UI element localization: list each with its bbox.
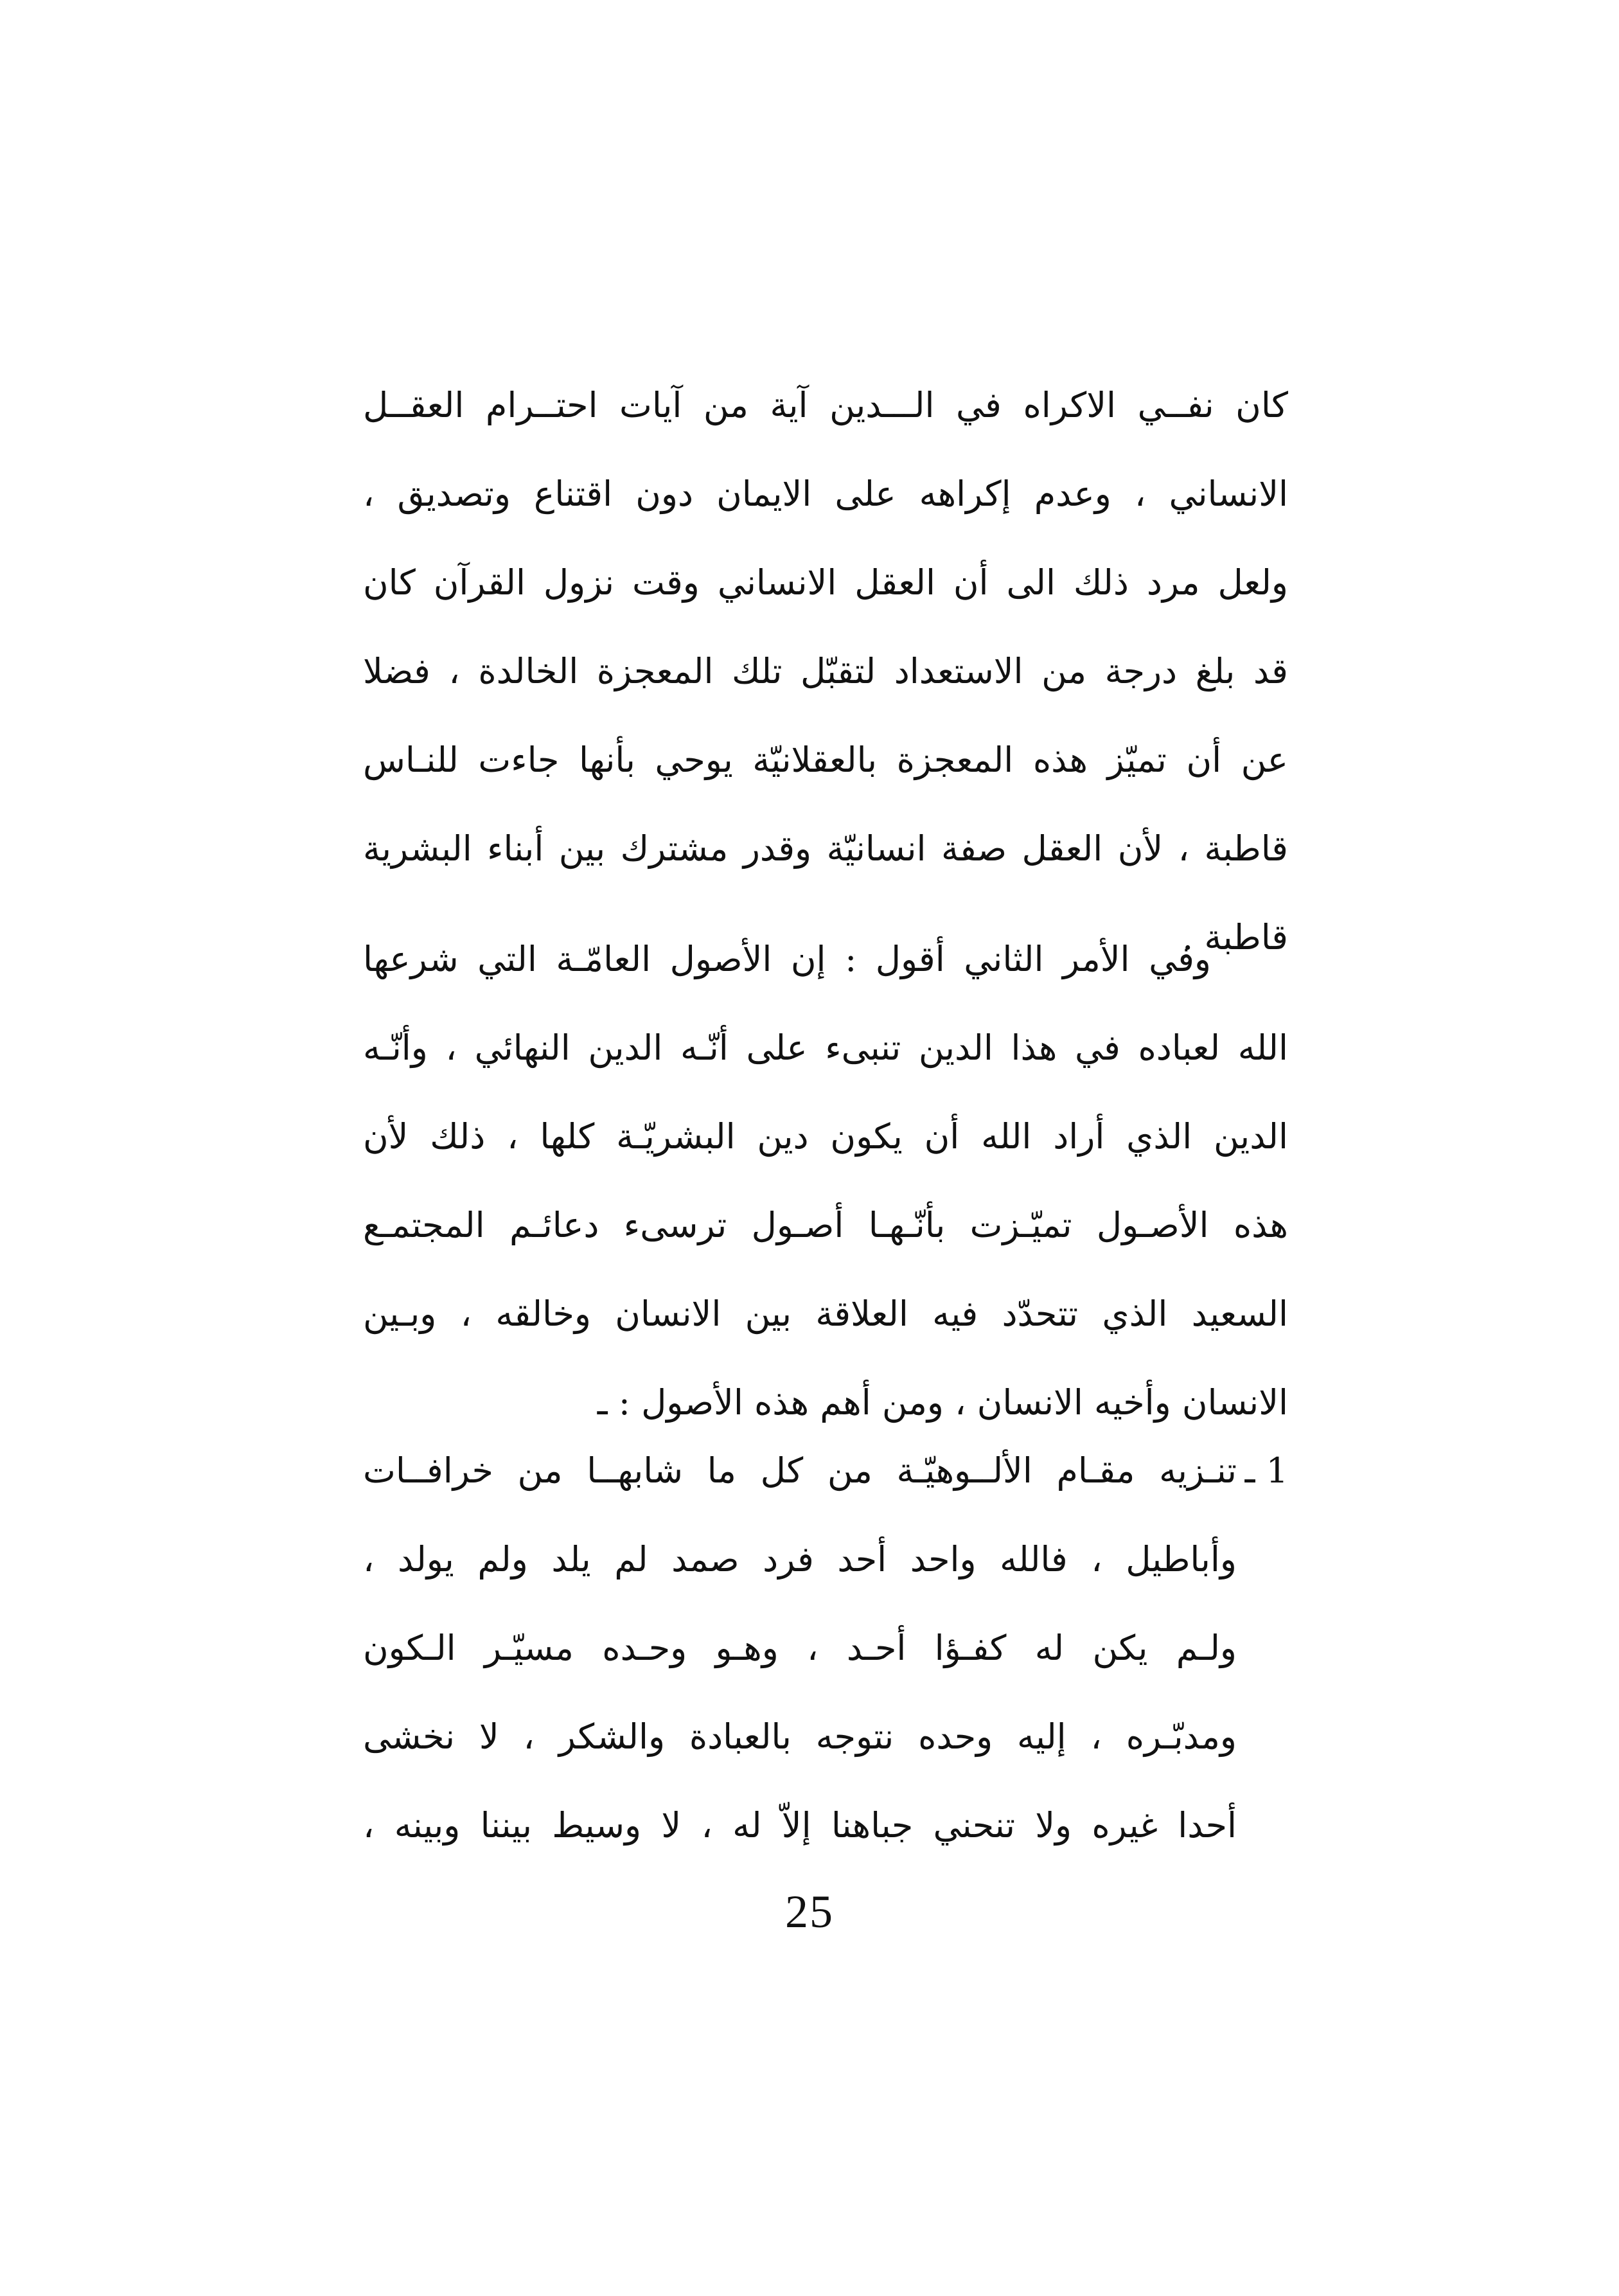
list-item-text: [363, 1427, 1237, 1870]
list-number: 1 ـ: [1244, 1450, 1288, 1491]
text-line: ومدبّـره ، إليه وحده نتوجه بالعبادة والشكر ، لا نخشى: [363, 1716, 1237, 1757]
text-line: قاطبة ، لأن العقل صفة انسانيّة وقدر مشترك بين أبناء البشرية: [363, 828, 1288, 869]
text-line: ولـم يكن له كفـؤا أحـد ، وهـو وحـده مسيّـر الـكون: [363, 1628, 1237, 1668]
text-line: الانساني ، وعدم إكراهه على الايمان دون اقتناع وتصديق ،: [363, 474, 1288, 514]
text-line: قاطبة .: [1182, 917, 1288, 957]
text-line: ولعل مرد ذلك الى أن العقل الانساني وقت نزول القرآن كان: [363, 562, 1288, 603]
paragraph-1: [363, 361, 1288, 982]
list-item: [363, 1427, 1288, 1870]
page-number: 25: [785, 1886, 834, 1937]
text-line: عن أن تميّز هذه المعجزة بالعقلانيّة يوحي بأنها جاءت للنـاس: [363, 740, 1288, 780]
text-line: وفي الأمر الثاني أقول : إن الأصول العامّـة التي شرعها: [363, 939, 1211, 979]
text-line: قد بلغ درجة من الاستعداد لتقبّل تلك المعجزة الخالدة ، فضلا: [363, 651, 1288, 691]
text-line: الدين الذي أراد الله أن يكون دين البشريّـة كلها ، ذلك لأن: [363, 1116, 1288, 1157]
paragraph-2: [363, 915, 1288, 1447]
text-line: الله لعباده في هذا الدين تنبىء على أنّـه الدين النهائي ، وأنّـه: [363, 1028, 1288, 1068]
text-line: أحدا غيره ولا تنحني جباهنا إلاّ له ، لا وسيط بيننا وبينه ،: [363, 1805, 1237, 1846]
numbered-list: [363, 1427, 1288, 1870]
text-line: كان نفــي الاكراه في الـــدين آية من آيات احتــرام العقــل: [363, 385, 1288, 425]
text-line: هذه الأصـول تميّـزت بأنّـهـا أصـول ترسىء دعائـم المجتمـع: [363, 1205, 1288, 1245]
text-line: وأباطيل ، فالله واحد أحد فرد صمد لم يلد ولم يولد ،: [363, 1539, 1237, 1580]
text-line: السعيد الذي تتحدّد فيه العلاقة بين الانسان وخالقه ، وبـين: [363, 1294, 1288, 1334]
text-line: الانسان وأخيه الانسان ، ومن أهم هذه الأصول : ـ: [597, 1382, 1288, 1423]
text-line: تنـزيه مقـام الألــوهيّـة من كل ما شابهــا من خرافــات: [363, 1450, 1237, 1491]
